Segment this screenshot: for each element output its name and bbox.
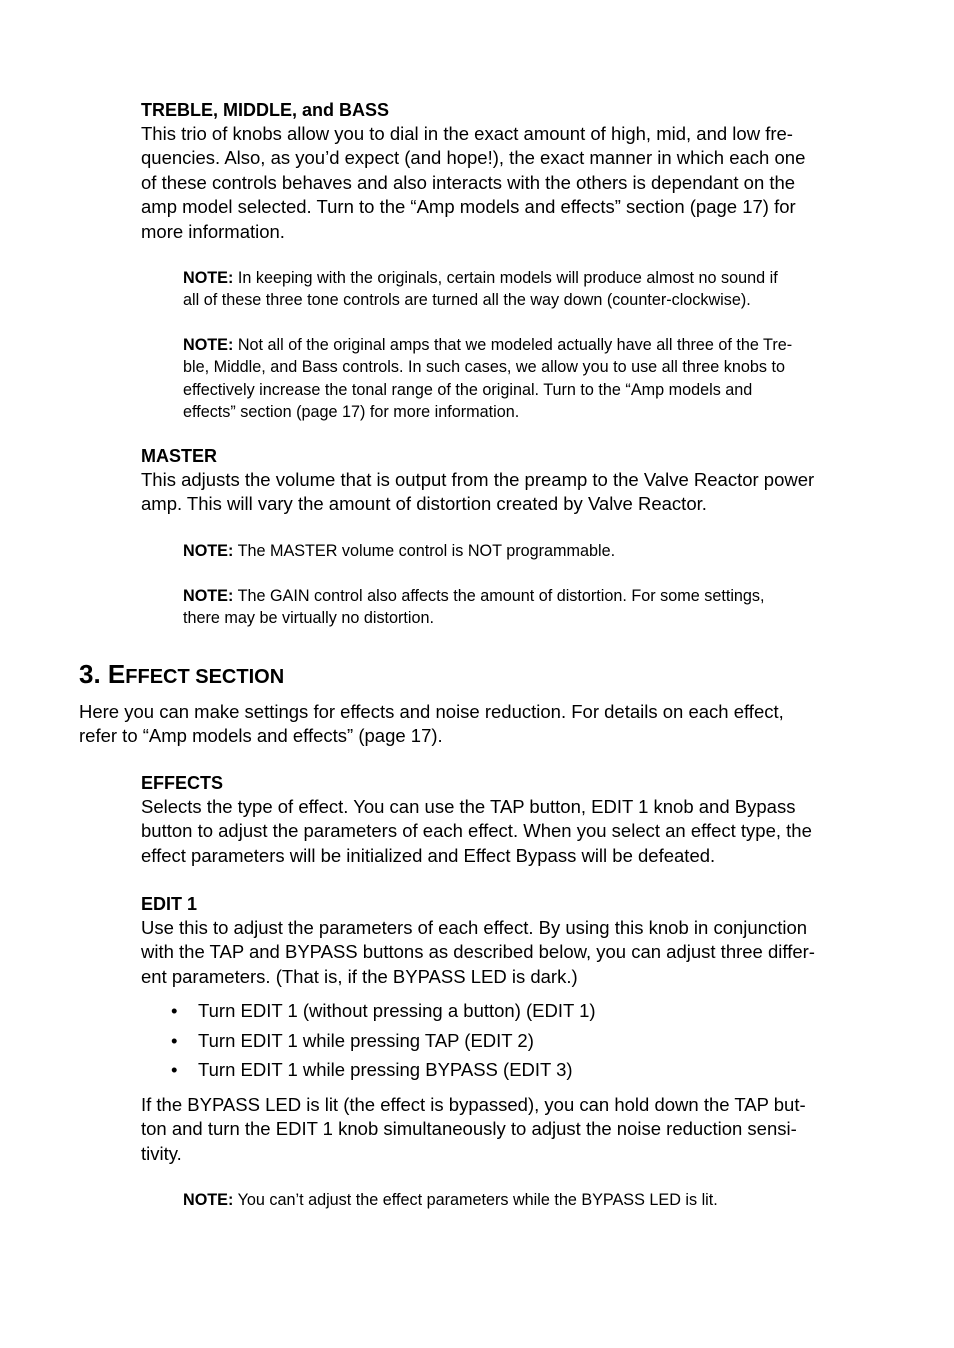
text-line	[183, 267, 883, 289]
treble-heading: TREBLE, MIDDLE, and BASS	[141, 100, 390, 120]
treble-paragraph	[141, 122, 881, 244]
text-line: ble, Middle, and Bass controls. In such cases, we allow you to use all three knobs to	[183, 358, 785, 377]
treble-note-2	[183, 334, 883, 424]
master-note-1	[183, 540, 883, 562]
list-item-text: Turn EDIT 1 (without pressing a button) (EDIT 1)	[198, 1000, 596, 1021]
text-line	[183, 540, 883, 562]
edit1-heading: EDIT 1	[141, 894, 198, 914]
text-line: amp. This will vary the amount of distortion created by Valve Reactor.	[141, 493, 707, 515]
master-heading: MASTER	[141, 446, 217, 466]
section-title-initial: E	[107, 659, 126, 689]
text-line: Selects the type of effect. You can use the TAP button, EDIT 1 knob and Bypass	[141, 796, 796, 817]
effects-paragraph	[141, 795, 881, 868]
note-text: You can’t adjust the effect parameters while the BYPASS LED is lit.	[237, 1191, 718, 1209]
text-line: with the TAP and BYPASS buttons as described below, you can adjust three differ-	[141, 941, 815, 963]
text-line: This adjusts the volume that is output from the preamp to the Valve Reactor power	[141, 469, 815, 490]
text-line: This trio of knobs allow you to dial in the exact amount of high, mid, and low fre-	[141, 123, 793, 144]
bullet-icon: •	[171, 1059, 178, 1080]
bullet-icon: •	[171, 1029, 178, 1051]
edit1-after-paragraph	[141, 1093, 881, 1166]
text-line	[183, 334, 883, 356]
text-line: there may be virtually no distortion.	[183, 609, 435, 628]
list-item	[141, 999, 881, 1029]
section-intro	[79, 700, 879, 749]
text-line: more information.	[141, 220, 285, 242]
text-line: Here you can make settings for effects and noise reduction. For details on each effect,	[79, 701, 784, 722]
note-label: NOTE:	[183, 269, 234, 287]
note-text: The MASTER volume control is NOT programmable.	[237, 542, 616, 560]
list-item-text: Turn EDIT 1 while pressing TAP (EDIT 2)	[198, 1029, 534, 1051]
list-item	[141, 1058, 881, 1088]
note-text: The GAIN control also affects the amount of distortion. For some settings,	[237, 587, 765, 605]
text-line: If the BYPASS LED is lit (the effect is bypassed), you can hold down the TAP but-	[141, 1094, 806, 1115]
text-line: refer to “Amp models and effects” (page 17).	[79, 725, 443, 747]
note-text: Not all of the original amps that we modeled actually have all three of the Tre-	[237, 336, 793, 354]
note-label: NOTE:	[183, 336, 234, 354]
text-line: effect parameters will be initialized and Effect Bypass will be defeated.	[141, 844, 716, 866]
edit1-note	[183, 1189, 883, 1211]
note-label: NOTE:	[183, 587, 234, 605]
edit1-paragraph	[141, 916, 881, 989]
effects-heading: EFFECTS	[141, 773, 224, 793]
list-item-text: Turn EDIT 1 while pressing BYPASS (EDIT 3)	[198, 1059, 573, 1080]
text-line: tivity.	[141, 1142, 182, 1164]
text-line: quencies. Also, as you’d expect (and hope!), the exact manner in which each one	[141, 147, 806, 169]
section-title	[79, 659, 284, 692]
text-line: Use this to adjust the parameters of each effect. By using this knob in conjunction	[141, 917, 808, 938]
edit1-bullet-list	[141, 999, 881, 1088]
text-line	[183, 1189, 883, 1211]
text-line: effectively increase the tonal range of the original. Turn to the “Amp models and	[183, 380, 753, 399]
text-line: amp model selected. Turn to the “Amp models and effects” section (page 17) for	[141, 196, 796, 218]
treble-note-1	[183, 267, 883, 312]
note-label: NOTE:	[183, 542, 234, 560]
list-item	[141, 1029, 881, 1059]
text-line: button to adjust the parameters of each effect. When you select an effect type, the	[141, 820, 812, 842]
note-label: NOTE:	[183, 1191, 234, 1209]
text-line: ent parameters. (That is, if the BYPASS LED is dark.)	[141, 965, 578, 987]
text-line: ton and turn the EDIT 1 knob simultaneously to adjust the noise reduction sensi-	[141, 1118, 797, 1140]
text-line	[183, 585, 883, 607]
text-line: effects” section (page 17) for more information.	[183, 403, 520, 422]
text-line: of these controls behaves and also interacts with the others is dependant on the	[141, 171, 796, 193]
note-text: In keeping with the originals, certain models will produce almost no sound if	[237, 269, 778, 287]
section-number: 3.	[79, 659, 101, 689]
text-line: all of these three tone controls are turned all the way down (counter-clockwise).	[183, 291, 751, 310]
master-note-2	[183, 585, 883, 630]
section-title-rest: FFECT SECTION	[125, 666, 285, 688]
bullet-icon: •	[171, 1000, 178, 1021]
master-paragraph	[141, 468, 881, 517]
